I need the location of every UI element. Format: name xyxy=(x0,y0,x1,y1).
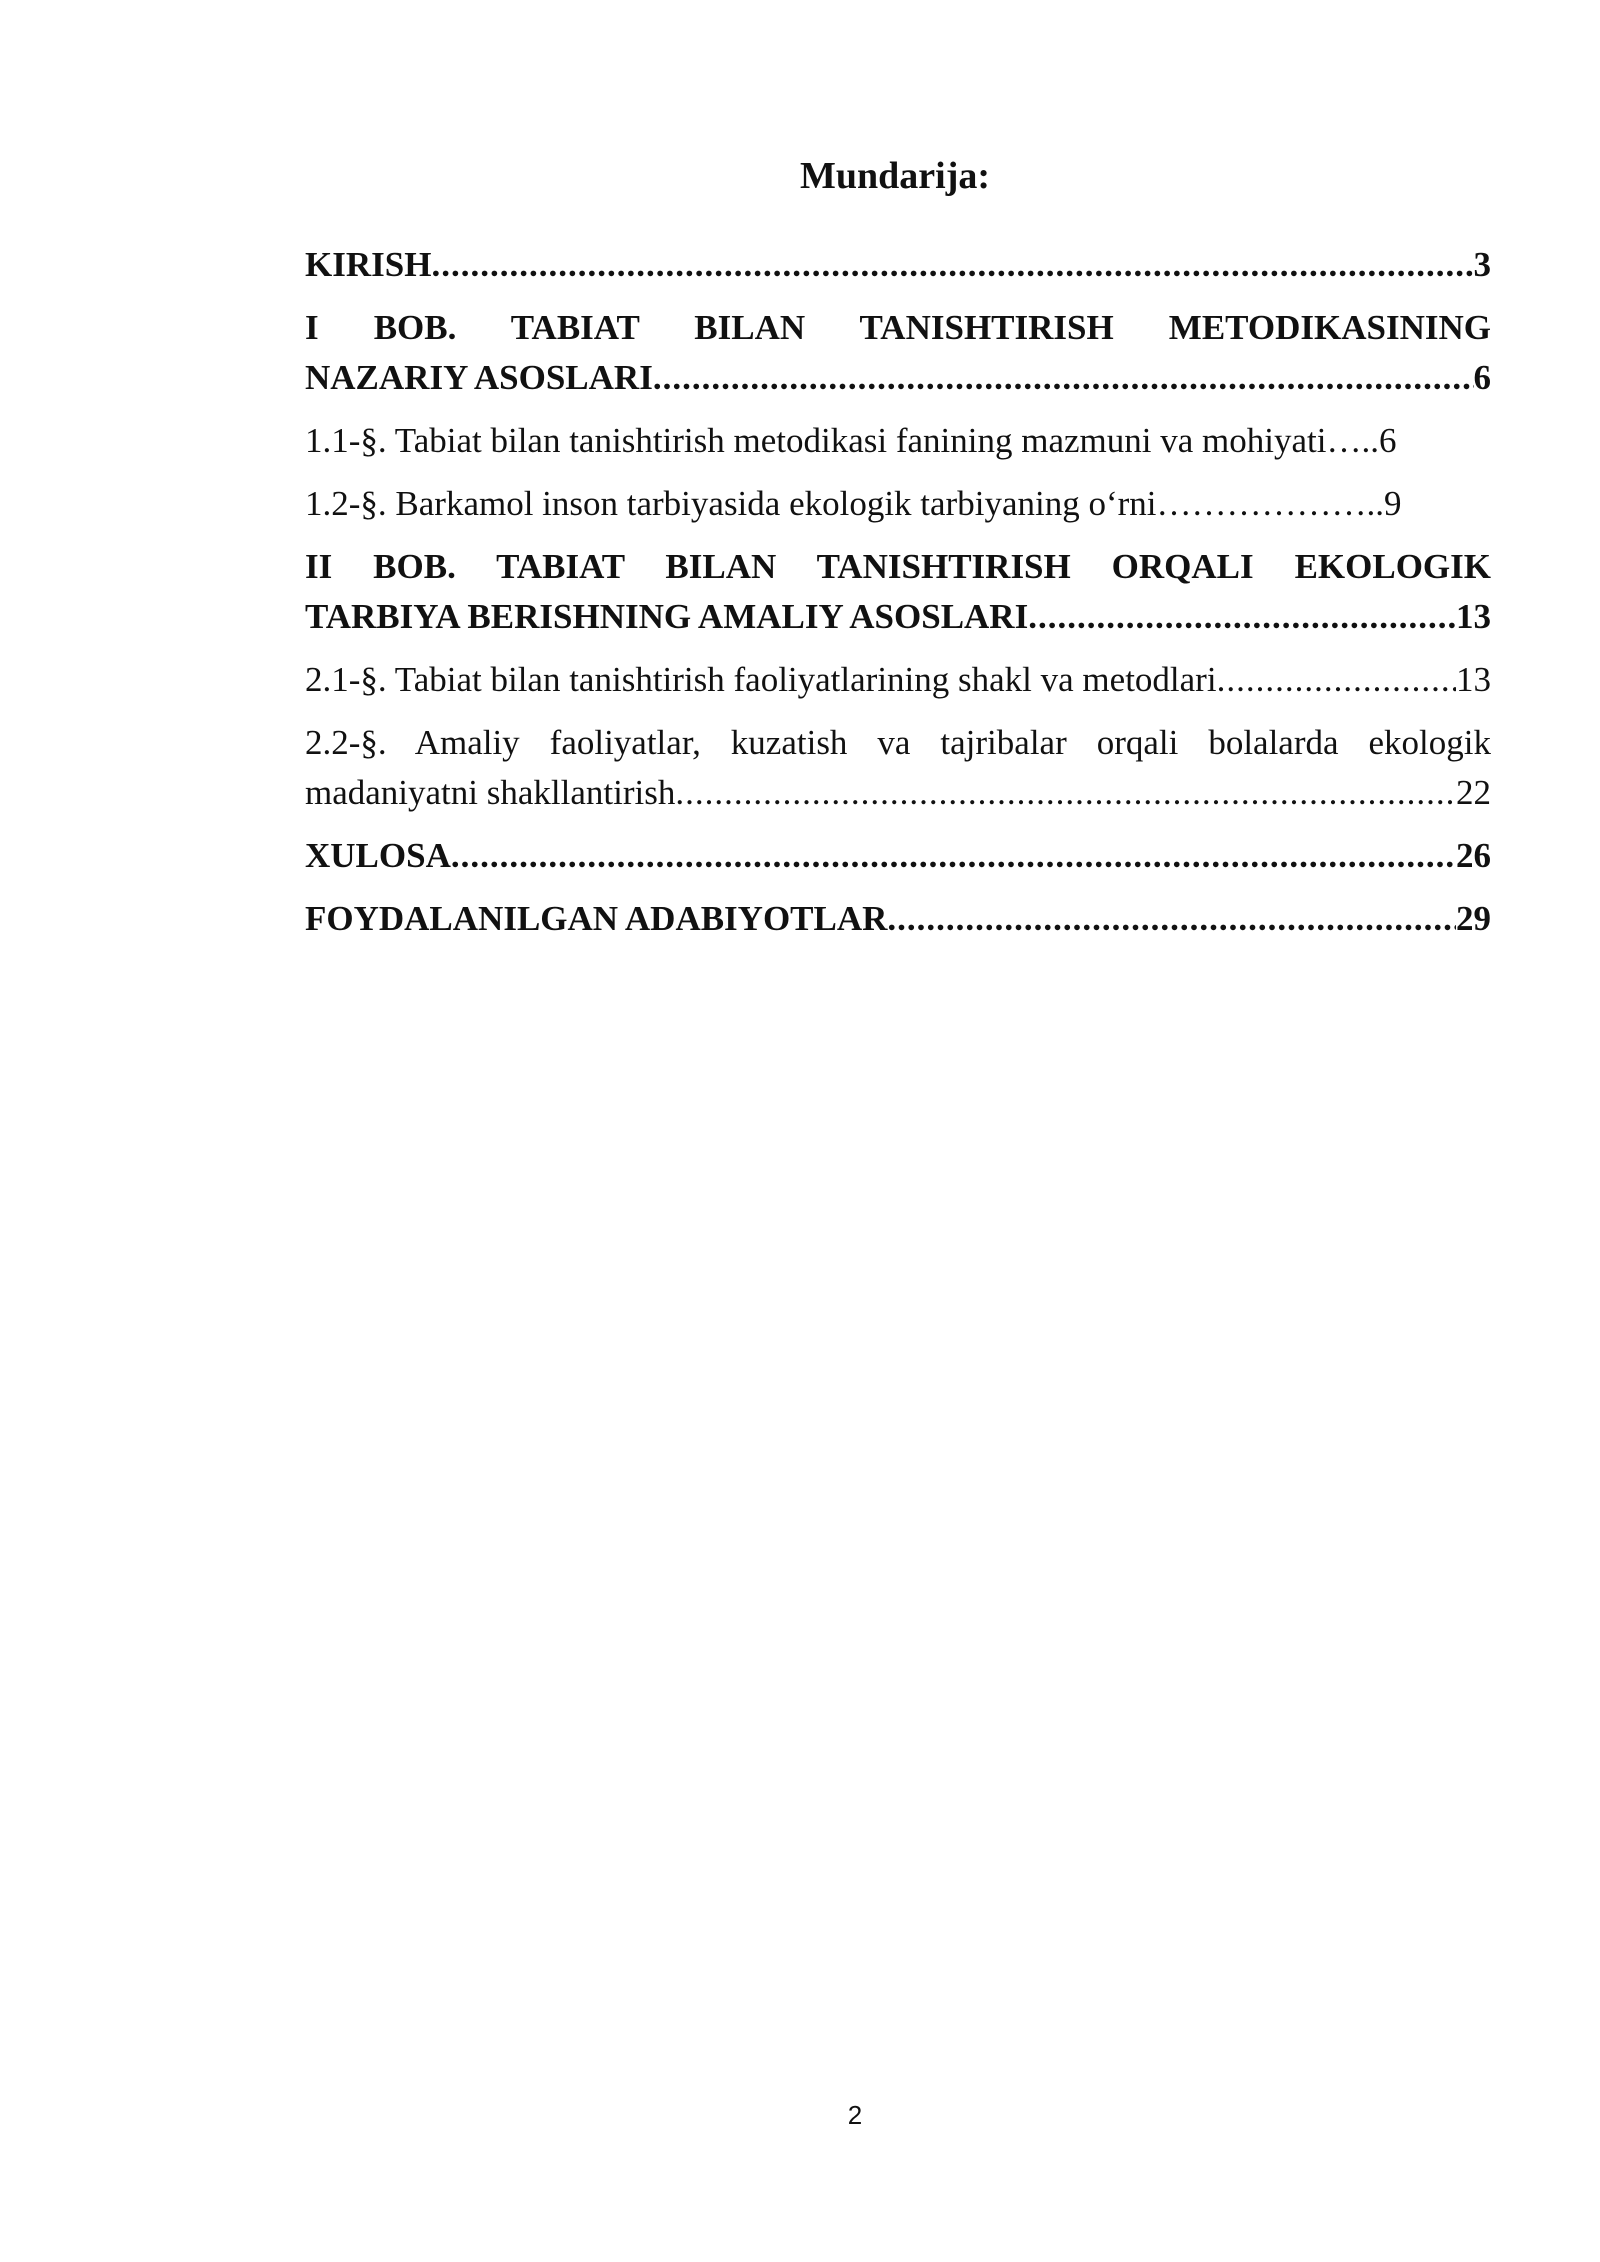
toc-entry-label: FOYDALANILGAN ADABIYOTLAR xyxy=(305,899,888,938)
toc-entry-leader: ……………….. xyxy=(1156,484,1384,523)
toc-entry-line xyxy=(305,592,1491,642)
toc-entry-chapter-2[interactable] xyxy=(305,542,1491,642)
toc-entry-line xyxy=(305,894,1491,944)
toc-entry-page: 29 xyxy=(1456,899,1491,938)
dot-leader xyxy=(1217,655,1456,705)
page-number: 2 xyxy=(847,2100,863,2130)
dot-leader xyxy=(431,240,1473,290)
toc-entry-section-1-1[interactable] xyxy=(305,416,1491,466)
toc-entry-line xyxy=(305,353,1491,403)
toc-entry-leader: ….. xyxy=(1326,421,1379,460)
toc-entry-label-line2: madaniyatni shakllantirish xyxy=(305,773,676,812)
toc-entry-label-line2: NAZARIY ASOSLARI xyxy=(305,358,653,397)
dot-leader xyxy=(451,831,1456,881)
toc-entry-label: XULOSA xyxy=(305,836,451,875)
toc-entry-label: 2.1-§. Tabiat bilan tanishtirish faoliyatlarining shakl va metodlari xyxy=(305,660,1217,699)
toc-entry-section-2-1[interactable] xyxy=(305,655,1491,705)
toc-entry-label: 1.1-§. Tabiat bilan tanishtirish metodikasi fanining mazmuni va mohiyati xyxy=(305,421,1327,460)
toc-entry-label-line1: 2.2-§. Amaliy faoliyatlar, kuzatish va tajribalar orqali bolalarda ekologik xyxy=(305,723,1491,762)
toc-entry-kirish[interactable] xyxy=(305,240,1491,290)
table-of-contents xyxy=(305,240,1491,957)
toc-entry-label-line1: I BOB. TABIAT BILAN TANISHTIRISH METODIKASINING xyxy=(305,308,1491,347)
toc-entry-page: 13 xyxy=(1456,660,1491,699)
toc-entry-label: KIRISH xyxy=(305,245,432,284)
toc-entry-label-line2: TARBIYA BERISHNING AMALIY ASOSLARI xyxy=(305,597,1029,636)
toc-entry-line xyxy=(305,416,1491,466)
toc-entry-references[interactable] xyxy=(305,894,1491,944)
toc-entry-line xyxy=(305,655,1491,705)
dot-leader xyxy=(653,353,1474,403)
toc-entry-section-2-2[interactable] xyxy=(305,718,1491,818)
dot-leader xyxy=(887,894,1456,944)
toc-entry-line xyxy=(305,831,1491,881)
toc-entry-page: 13 xyxy=(1456,597,1491,636)
toc-entry-section-1-2[interactable] xyxy=(305,479,1491,529)
toc-entry-line xyxy=(305,479,1491,529)
toc-entry-page: 26 xyxy=(1456,836,1491,875)
toc-entry-label-line1: II BOB. TABIAT BILAN TANISHTIRISH ORQALI EKOLOGIK xyxy=(305,547,1491,586)
toc-entry-page: 6 xyxy=(1378,421,1397,460)
toc-entry-line xyxy=(305,768,1491,818)
toc-entry-page: 6 xyxy=(1473,358,1491,397)
dot-leader xyxy=(1028,592,1456,642)
toc-entry-xulosa[interactable] xyxy=(305,831,1491,881)
toc-title: Mundarija: xyxy=(800,155,990,197)
toc-entry-chapter-1[interactable] xyxy=(305,303,1491,403)
toc-entry-page: 9 xyxy=(1383,484,1402,523)
toc-entry-page: 22 xyxy=(1456,773,1491,812)
dot-leader xyxy=(675,768,1456,818)
toc-entry-page: 3 xyxy=(1473,245,1491,284)
toc-entry-line xyxy=(305,240,1491,290)
toc-entry-label: 1.2-§. Barkamol inson tarbiyasida ekologik tarbiyaning o‘rni xyxy=(305,484,1157,523)
